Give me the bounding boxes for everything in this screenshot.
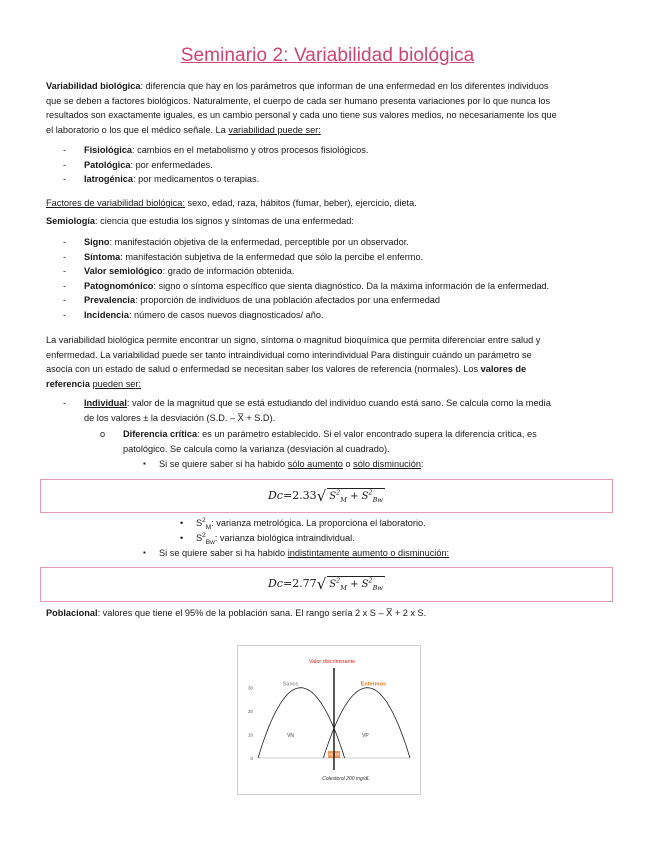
- series-region-label: VN: [287, 732, 295, 739]
- formula-term: S: [329, 579, 337, 591]
- formula-sup: 2: [336, 576, 341, 585]
- critical-difference-term: Diferencia crítica: [123, 429, 198, 439]
- list-term: Patognomónico: [84, 280, 154, 291]
- formula-sup: 2: [336, 488, 341, 497]
- semiologia-line: [46, 214, 610, 229]
- list-text: : cambios en el metabolismo y otros procesos fisiológicos.: [132, 145, 369, 155]
- list-text: : varianza metrológica. La proporciona el laboratorio.: [211, 518, 426, 528]
- y-tick-label: 0: [250, 756, 253, 761]
- series-curve-enfermos: [323, 688, 410, 758]
- list-term: Síntoma: [84, 251, 121, 262]
- list-item: [63, 250, 549, 265]
- poblacional-line: [46, 606, 610, 621]
- reference-term: valores de: [480, 364, 527, 375]
- list-item: [63, 143, 368, 158]
- series-name-label: Sanos: [282, 681, 299, 688]
- overlap-label-fn: FN: [328, 753, 334, 757]
- definition-text: el laboratorio o los que el médico señale. La: [46, 124, 229, 135]
- var-sub: M: [205, 523, 212, 531]
- list-item: [143, 457, 424, 472]
- semiologia-text: : ciencia que estudia los signos y síntomas de una enfermedad:: [95, 216, 354, 226]
- formula-sub: M: [340, 584, 347, 593]
- list-item: [63, 264, 549, 279]
- list-text: : signo o síntoma específico que sienta diagnóstico. Da la máxima información de la enfermedad.: [153, 280, 550, 291]
- list-term: Signo: [84, 237, 110, 247]
- factors-line: [46, 196, 610, 211]
- poblacional-text: : valores que tiene el 95% de la población sana. El rango sería 2 x S – X̅ + 2 x S.: [97, 608, 427, 618]
- reference-paragraph: [46, 333, 610, 391]
- list-item: [63, 396, 551, 411]
- list-text: indistintamente aumento o disminución:: [287, 548, 450, 558]
- list-text: :: [421, 459, 424, 469]
- y-tick-label: 10: [247, 732, 253, 738]
- sqrt-icon: √: [316, 486, 327, 505]
- var-symbol: S: [196, 518, 203, 528]
- paragraph-text: asocia con un estado de salud o enfermedad se necesitan saber los valores de referencia (normales). Los: [46, 364, 481, 375]
- paragraph-text: La variabilidad biológica permite encontrar un signo, síntoma o magnitud bioquímica que permita diferenciar entre salud y: [46, 335, 541, 345]
- list-item: [63, 293, 549, 308]
- dash-bullet: -: [63, 398, 67, 408]
- formula-radicand: [327, 576, 385, 593]
- formula-equals: =: [282, 577, 293, 591]
- critical-difference-item: [100, 427, 610, 456]
- series-region-label: VP: [362, 732, 369, 739]
- paragraph-text: enfermedad. La variabilidad puede ser tanto intraindividual como interindividual Para distinguir cuándo un parámetro se: [46, 349, 532, 360]
- formula-sub: M: [340, 495, 347, 504]
- page-title: Seminario 2: Variabilidad biológica: [180, 45, 475, 66]
- list-text: : proporción de individuos de una población afectados por una enfermedad: [135, 295, 441, 306]
- list-text: : manifestación objetiva de la enfermedad, perceptible por un observador.: [109, 237, 409, 247]
- list-item: [63, 172, 368, 187]
- dash-bullet: -: [63, 266, 67, 277]
- list-text: de los valores ± la desviación (S.D. – X̅ + S.D).: [84, 412, 276, 423]
- discriminant-chart: [237, 645, 421, 795]
- dash-bullet: -: [63, 309, 67, 320]
- semiologia-term: Semiología: [46, 216, 96, 226]
- list-item: [63, 235, 549, 250]
- definition-paragraph: [46, 79, 610, 137]
- list-term: Prevalencia: [84, 295, 136, 306]
- list-item-continued: [63, 411, 551, 426]
- formula-coefficient: 2.77: [292, 577, 317, 591]
- formula-sup: 2: [368, 576, 373, 585]
- definition-term: Variabilidad biológica: [46, 81, 141, 91]
- list-item: [63, 308, 549, 323]
- list-text: sólo aumento: [287, 459, 343, 469]
- series-name-label: Enfermos: [360, 681, 387, 688]
- formula-sub: Bw: [372, 584, 383, 593]
- var-symbol: S: [196, 532, 203, 543]
- formula-box-one: [40, 479, 613, 513]
- y-tick-label: 30: [247, 685, 253, 691]
- list-term: Patológica: [84, 159, 131, 170]
- formula-plus: +: [346, 490, 362, 502]
- list-item: [180, 531, 426, 546]
- var-sup: 2: [202, 516, 206, 524]
- variance-list: [180, 516, 426, 545]
- x-axis-label: Colesterol 200 mg/dL: [322, 776, 370, 782]
- factors-text: sexo, edad, raza, hábitos (fumar, beber), ejercicio, dieta.: [184, 198, 417, 208]
- chart-title: Valor discriminante: [308, 659, 356, 665]
- dot-bullet: •: [180, 518, 184, 528]
- formula-plus: +: [346, 579, 362, 591]
- list-text: o: [342, 459, 354, 469]
- list-text: : grado de información obtenida.: [162, 266, 295, 277]
- dash-bullet: -: [63, 295, 67, 306]
- formula-term: S: [361, 490, 369, 502]
- y-tick-label: 20: [247, 709, 253, 715]
- variability-types-list: [63, 143, 368, 187]
- circle-bullet: o: [100, 429, 106, 439]
- definition-text: resultados son exactamente iguales, es un cambio personal y cada uno tiene sus valores medios, no necesariamente los que: [46, 110, 557, 121]
- dash-bullet: -: [63, 159, 67, 170]
- variability-label: variabilidad puede ser:: [228, 124, 321, 135]
- formula-term: S: [329, 490, 337, 502]
- square-bullet: ▪: [143, 459, 146, 468]
- list-item: [143, 546, 449, 561]
- var-sup: 2: [202, 531, 206, 539]
- list-term: Valor semiológico: [84, 266, 163, 277]
- dash-bullet: -: [63, 237, 67, 247]
- formula-coefficient: 2.33: [292, 488, 317, 502]
- var-sub: Bw: [205, 538, 215, 546]
- list-text: patológico. Se calcula como la varianza (desviación al cuadrado).: [123, 443, 390, 454]
- formula-equals: =: [282, 488, 293, 502]
- factors-label: Factores de variabilidad biológica:: [46, 198, 185, 208]
- chart-svg: [238, 646, 420, 794]
- formula-lhs: Dc: [267, 488, 283, 502]
- case-two-item: [143, 546, 449, 561]
- formula-term: S: [361, 579, 369, 591]
- formula-radicand: [327, 488, 385, 505]
- dash-bullet: -: [63, 251, 67, 262]
- formula-box-two: [40, 567, 613, 602]
- list-term: Incidencia: [84, 309, 129, 320]
- poblacional-term: Poblacional: [46, 608, 98, 618]
- reference-term: referencia: [46, 378, 90, 389]
- reference-label: pueden ser:: [92, 378, 142, 389]
- list-text: : manifestación subjetiva de la enfermedad que sólo la percibe el enfermo.: [120, 251, 424, 262]
- case-one-item: [143, 457, 424, 472]
- definition-text: que se deben a factores biológicos. Naturalmente, el cuerpo de cada ser humano presenta variaciones por lo que nunca los: [46, 95, 551, 106]
- list-text: : número de casos nuevos diagnosticados/ año.: [128, 309, 324, 320]
- list-term: Iatrogénica: [84, 174, 134, 185]
- dash-bullet: -: [63, 280, 67, 291]
- semiologia-list: [63, 235, 549, 323]
- series-curve-sanos: [258, 688, 345, 758]
- individual-term: Individual: [84, 398, 127, 408]
- square-bullet: ▪: [143, 548, 146, 557]
- dash-bullet: -: [63, 174, 67, 185]
- sqrt-icon: √: [316, 575, 327, 594]
- dash-bullet: -: [63, 145, 67, 155]
- list-item: [180, 516, 426, 531]
- individual-item: [63, 396, 551, 425]
- formula-lhs: Dc: [267, 577, 283, 591]
- list-text: : valor de la magnitud que se está estudiando del individuo cuando está sano. Se calcula como la media: [126, 398, 551, 408]
- list-text: Si se quiere saber si ha habido: [159, 459, 288, 469]
- list-item-continued: [100, 442, 610, 457]
- list-text: : por medicamentos o terapias.: [133, 174, 260, 185]
- overlap-label-fp: FP: [334, 753, 340, 757]
- list-item: [100, 427, 610, 442]
- dot-bullet: •: [180, 532, 184, 543]
- list-item: [63, 158, 368, 173]
- list-term: Fisiológica: [84, 145, 132, 155]
- list-item: [63, 279, 549, 294]
- list-text: Si se quiere saber si ha habido: [159, 548, 288, 558]
- list-text: sólo disminución: [353, 459, 422, 469]
- list-text: : por enfermedades.: [130, 159, 213, 170]
- definition-text: : diferencia que hay en los parámetros que informan de una enfermedad en los diferentes individuos: [140, 81, 549, 91]
- list-text: : varianza biológica intraindividual.: [214, 532, 355, 543]
- formula-sub: Bw: [372, 495, 383, 504]
- list-text: : es un parámetro establecido. Si el valor encontrado supera la diferencia crítica, es: [197, 429, 537, 439]
- formula-sup: 2: [368, 488, 373, 497]
